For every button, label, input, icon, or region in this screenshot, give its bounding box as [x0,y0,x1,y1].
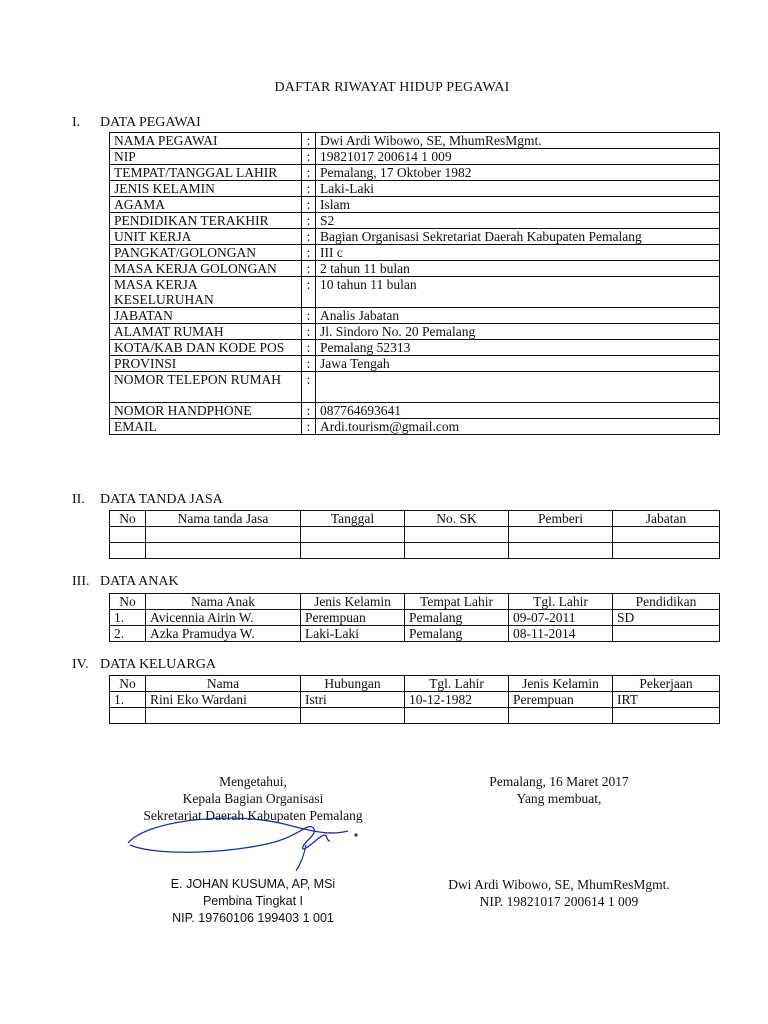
column-header: Nama Anak [146,594,301,610]
section-heading-pegawai [72,115,201,131]
field-value: Dwi Ardi Wibowo, SE, MhumResMgmt. [316,133,720,149]
signature-block-right [420,773,698,910]
column-header: Hubungan [301,676,405,692]
field-value: Islam [316,197,720,213]
field-label: PROVINSI [110,356,302,372]
table-cell [405,527,509,543]
table-row [110,213,720,229]
field-label: NOMOR TELEPON RUMAH [110,372,302,403]
table-cell [509,543,613,559]
field-value: 087764693641 [316,403,720,419]
field-colon: : [302,277,316,308]
field-colon: : [302,213,316,229]
table-cell: Istri [301,692,405,708]
table-row [110,229,720,245]
table-cell: Rini Eko Wardani [146,692,301,708]
table-row [110,372,720,403]
table-cell: Pemalang [405,626,509,642]
field-label: NOMOR HANDPHONE [110,403,302,419]
table-row [110,626,720,642]
field-value: Jawa Tengah [316,356,720,372]
field-colon: : [302,308,316,324]
section-heading-anak [72,574,179,590]
section-heading-keluarga [72,657,216,673]
table-row [110,356,720,372]
field-colon: : [302,197,316,213]
table-cell [301,527,405,543]
column-header: Tgl. Lahir [405,676,509,692]
sign-left-line1: Mengetahui, [219,774,287,789]
field-value: Laki-Laki [316,181,720,197]
data-pegawai-table [109,132,720,435]
table-cell: Perempuan [509,692,613,708]
table-row [110,245,720,261]
field-colon: : [302,245,316,261]
table-row [110,610,720,626]
column-header: Tempat Lahir [405,594,509,610]
column-header: No [110,676,146,692]
table-cell: Pemalang [405,610,509,626]
section-number: III. [72,574,90,589]
table-row [110,197,720,213]
column-header: Jabatan [613,511,720,527]
section-heading-tanda-jasa [72,492,223,508]
field-value: 2 tahun 11 bulan [316,261,720,277]
section-label: DATA TANDA JASA [100,492,223,507]
column-header: Nama tanda Jasa [146,511,301,527]
field-value: Ardi.tourism@gmail.com [316,419,720,435]
table-cell: 1. [110,692,146,708]
field-value: III c [316,245,720,261]
table-row [110,165,720,181]
table-row [110,308,720,324]
sign-left-line3: Sekretariat Daerah Kabupaten Pemalang [143,808,363,823]
field-value: 19821017 200614 1 009 [316,149,720,165]
column-header: No [110,511,146,527]
table-cell: 2. [110,626,146,642]
field-label: JABATAN [110,308,302,324]
table-cell: 10-12-1982 [405,692,509,708]
table-cell: Perempuan [301,610,405,626]
field-value: Analis Jabatan [316,308,720,324]
sign-right-line2: Yang membuat, [516,791,602,806]
table-cell: Azka Pramudya W. [146,626,301,642]
sign-right-name: Dwi Ardi Wibowo, SE, MhumResMgmt. [448,877,670,892]
column-header: Pekerjaan [613,676,720,692]
column-header: Nama [146,676,301,692]
table-cell [509,527,613,543]
field-label: UNIT KERJA [110,229,302,245]
section-number: II. [72,492,85,507]
column-header: Pemberi [509,511,613,527]
table-row [110,527,720,543]
field-value: Bagian Organisasi Sekretariat Daerah Kabupaten Pemalang [316,229,720,245]
table-cell: 09-07-2011 [509,610,613,626]
field-label: NIP [110,149,302,165]
field-colon: : [302,403,316,419]
table-row [110,692,720,708]
table-cell [613,543,720,559]
table-cell [110,708,146,724]
field-label: JENIS KELAMIN [110,181,302,197]
field-label: AGAMA [110,197,302,213]
column-header: Jenis Kelamin [509,676,613,692]
table-cell [405,543,509,559]
data-anak-table [109,593,720,642]
column-header: Pendidikan [613,594,720,610]
field-label: PENDIDIKAN TERAKHIR [110,213,302,229]
field-label: KOTA/KAB DAN KODE POS [110,340,302,356]
table-cell: 1. [110,610,146,626]
data-keluarga-table [109,675,720,724]
section-label: DATA ANAK [100,574,179,589]
table-cell [301,708,405,724]
field-label: PANGKAT/GOLONGAN [110,245,302,261]
table-row [110,133,720,149]
column-header: Jenis Kelamin [301,594,405,610]
sign-right-date: Pemalang, 16 Maret 2017 [489,774,629,789]
sign-left-name: E. JOHAN KUSUMA, AP, MSi [170,877,336,891]
section-label: DATA PEGAWAI [100,115,201,130]
field-colon: : [302,165,316,181]
table-cell: Laki-Laki [301,626,405,642]
table-cell: 08-11-2014 [509,626,613,642]
table-row [110,403,720,419]
table-cell [613,626,720,642]
sign-left-line2: Kepala Bagian Organisasi [182,791,324,806]
table-cell [146,543,301,559]
field-label: TEMPAT/TANGGAL LAHIR [110,165,302,181]
field-colon: : [302,340,316,356]
field-value: Pemalang 52313 [316,340,720,356]
field-label: MASA KERJA GOLONGAN [110,261,302,277]
table-cell: IRT [613,692,720,708]
field-label: NAMA PEGAWAI [110,133,302,149]
column-header: Tanggal [301,511,405,527]
table-row [110,419,720,435]
column-header: Tgl. Lahir [509,594,613,610]
table-row [110,149,720,165]
field-colon: : [302,356,316,372]
field-value: S2 [316,213,720,229]
field-value: Jl. Sindoro No. 20 Pemalang [316,324,720,340]
table-cell [613,708,720,724]
field-value: 10 tahun 11 bulan [316,277,720,308]
table-cell [613,527,720,543]
field-colon: : [302,181,316,197]
table-row [110,543,720,559]
field-colon: : [302,372,316,403]
table-cell: SD [613,610,720,626]
table-cell [146,527,301,543]
field-label: ALAMAT RUMAH [110,324,302,340]
sign-right-nip: NIP. 19821017 200614 1 009 [479,894,639,909]
table-cell [405,708,509,724]
field-label: EMAIL [110,419,302,435]
table-row [110,340,720,356]
sign-left-rank: Pembina Tingkat I [202,894,304,908]
column-header: No [110,594,146,610]
table-row [110,261,720,277]
field-colon: : [302,324,316,340]
table-cell [146,708,301,724]
handwritten-signature-icon [118,805,368,875]
field-colon: : [302,229,316,245]
section-number: IV. [72,657,89,672]
data-tanda-jasa-table [109,510,720,559]
table-row [110,708,720,724]
column-header: No. SK [405,511,509,527]
table-cell: Avicennia Airin W. [146,610,301,626]
table-row [110,181,720,197]
table-cell [110,527,146,543]
table-row [110,277,720,308]
field-value: Pemalang, 17 Oktober 1982 [316,165,720,181]
table-row [110,324,720,340]
table-cell [509,708,613,724]
field-colon: : [302,419,316,435]
table-cell [301,543,405,559]
field-colon: : [302,149,316,165]
field-value [316,372,720,403]
section-label: DATA KELUARGA [100,657,216,672]
table-cell [110,543,146,559]
section-number: I. [72,115,81,130]
field-colon: : [302,261,316,277]
sign-left-nip: NIP. 19760106 199403 1 001 [172,911,334,925]
document-title: DAFTAR RIWAYAT HIDUP PEGAWAI [274,80,510,95]
field-colon: : [302,133,316,149]
field-label: MASA KERJA KESELURUHAN [110,277,302,308]
